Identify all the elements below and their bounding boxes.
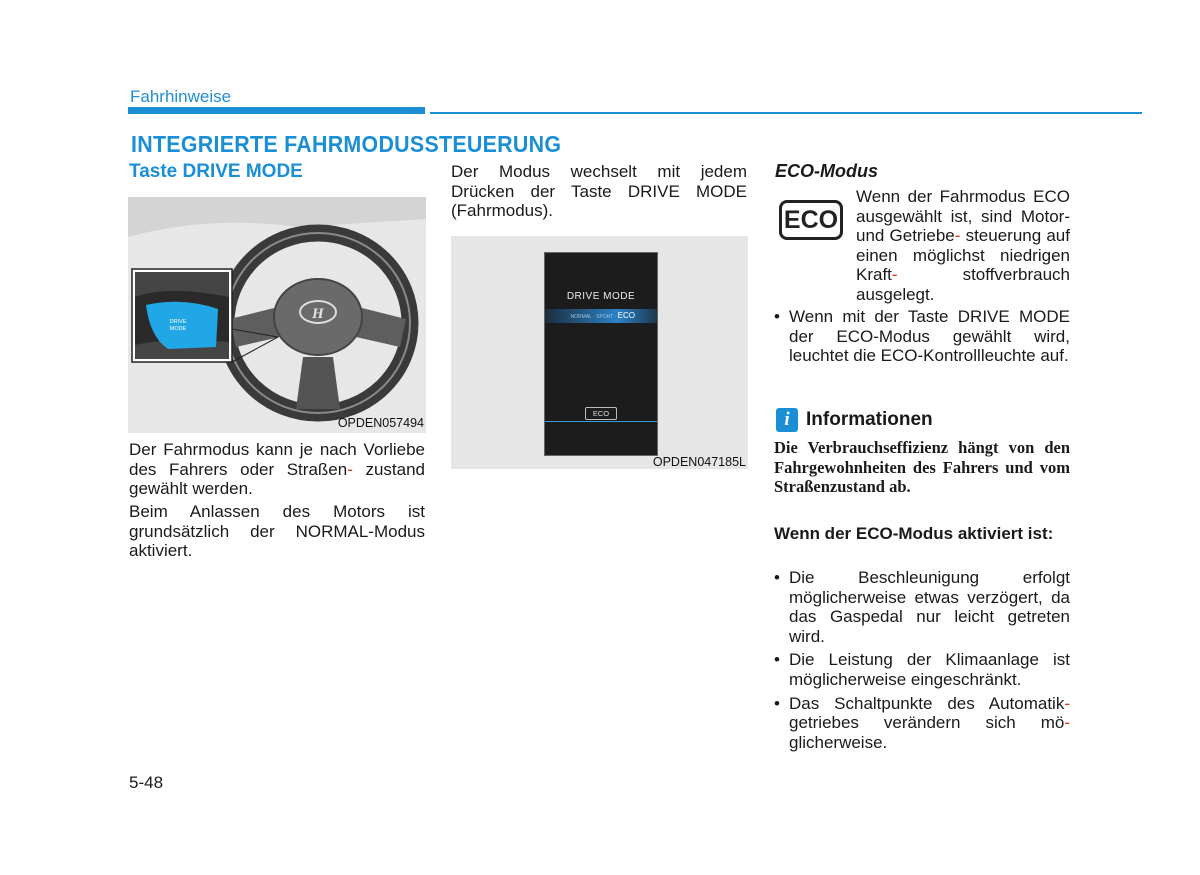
display-mode-row [545, 309, 657, 323]
cluster-display-figure [451, 236, 748, 469]
eco-mode-heading: ECO-Modus [775, 161, 878, 181]
bullet-dot: • [774, 568, 780, 587]
display-title: DRIVE MODE [566, 291, 636, 302]
hyphen-mark: - [1064, 713, 1070, 733]
eco-desc-part-c: stoffverbrauch ausgelegt. [856, 265, 1070, 304]
eco-mode-icon: ECO [779, 200, 843, 240]
svg-text:H: H [312, 306, 324, 322]
eco-active-heading: Wenn der ECO-Modus aktiviert ist: [774, 524, 1054, 543]
heading-drive-mode: Taste DRIVE MODE [129, 161, 303, 182]
para1-end: zustand gewählt werden. [129, 459, 425, 499]
steering-wheel-illustration [128, 197, 426, 433]
list-item-text: getriebes verändern sich mö [789, 713, 1065, 733]
figure-caption-middle: OPDEN047185L [652, 455, 746, 469]
cluster-screen [544, 252, 658, 456]
page-number: 5-48 [129, 773, 164, 792]
eco-description [856, 187, 1070, 305]
list-item-text: Das Schaltpunkte des Automatik [789, 693, 1065, 713]
bullet-dot: • [774, 693, 780, 713]
section-label: Fahrhinweise [130, 87, 232, 106]
info-text: Die Verbrauchseffizienz hängt von den Fahrgewohnheiten des Fahrers und vom Straßenzustand ab. [774, 438, 1070, 497]
inset-label-drive: DRIVE [169, 319, 187, 325]
bullet-eco-kontrollleuchte [774, 307, 1070, 366]
list-item [774, 568, 1070, 646]
hyphen-mark: - [1064, 693, 1070, 713]
list-item-text: Die Beschleunigung erfolgt möglicherweise etwas verzögert, da das Gaspedal nur leicht getreten wird. [789, 568, 1070, 646]
eco-desc-part-b: steuerung auf einen möglichst niedrigen Kraft [856, 226, 1070, 285]
bullet-dot: • [774, 650, 780, 670]
display-modes: NORMAL · SPORT · [570, 314, 618, 320]
display-active-mode: ECO [617, 311, 635, 320]
steering-wheel-figure [128, 197, 426, 433]
paragraph-fahrmodus [129, 440, 425, 499]
info-icon: i [776, 408, 798, 432]
bullet-dot: • [774, 307, 780, 326]
list-item [774, 694, 1070, 753]
inset-label-mode: MODE [169, 326, 187, 332]
header-rule-thick [128, 107, 425, 114]
list-item-text: glicherweise. [789, 732, 888, 752]
header-rule-thin [430, 112, 1142, 114]
para1-text: Der Fahrmodus kann je nach Vorliebe des Fahrers oder Straßen [129, 440, 425, 479]
hyphen-mark: - [891, 265, 898, 285]
figure-caption-left: OPDEN057494 [337, 416, 424, 430]
display-bottom-line [545, 421, 657, 422]
list-item [774, 650, 1070, 689]
eco-indicator: ECO [585, 407, 617, 420]
chapter-title: INTEGRIERTE FAHRMODUSSTEUERUNG [131, 131, 562, 157]
list-item-text: Die Leistung der Klimaanlage ist möglicherweise eingeschränkt. [789, 650, 1070, 689]
hyphen-mark: - [954, 226, 961, 246]
paragraph-modus-wechsel: Der Modus wechselt mit jedem Drücken der Taste DRIVE MODE (Fahrmodus). [451, 162, 747, 221]
eco-desc-part-a: Wenn der Fahrmodus ECO ausgewählt ist, sind Motor- und Getriebe [856, 187, 1070, 246]
hyphen-mark: - [347, 459, 353, 479]
bullet-text: Wenn mit der Taste DRIVE MODE der ECO-Modus gewählt wird, leuchtet die ECO-Kontrollleuchte auf. [789, 307, 1070, 366]
eco-effects-list [774, 568, 1070, 752]
paragraph-normal-modus: Beim Anlassen des Motors ist grundsätzlich der NORMAL-Modus aktiviert. [129, 502, 425, 561]
info-title: Informationen [806, 409, 933, 430]
